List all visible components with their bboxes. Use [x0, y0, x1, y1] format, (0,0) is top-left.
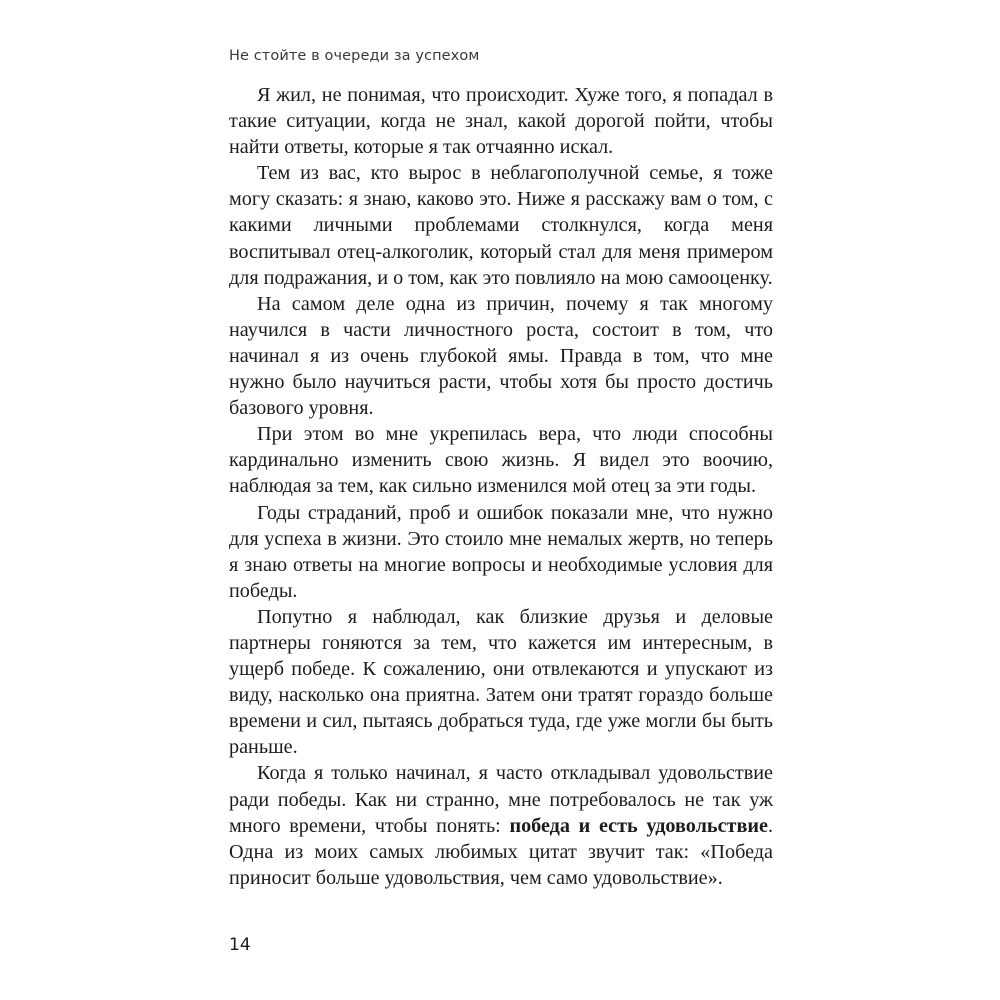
- paragraph-1: Я жил, не понимая, что происходит. Хуже того, я попадал в такие ситуации, когда не знал, какой дорогой пойти, чтобы найти ответы, которые я так отчаянно искал.: [229, 84, 773, 159]
- emphasis-bold: победа и есть удовольствие: [509, 814, 768, 837]
- paragraph-4: При этом во мне укрепилась вера, что люди способны кардинально изменить свою жизнь. Я видел это воочию, наблюдая за тем, как сильно изменился мой отец за эти годы.: [229, 423, 773, 498]
- paragraph-6: Попутно я наблюдал, как близкие друзья и деловые партнеры гоняются за тем, что кажется им интересным, в ущерб победе. К сожалению, они отвлекаются и упускают из виду, насколько она приятна. Затем они тратят гораздо больше времени и сил, пытаясь добраться туда, где уже могли бы быть раньше.: [229, 605, 773, 759]
- paragraph-7: [229, 760, 773, 890]
- paragraph-5: Годы страданий, проб и ошибок показали мне, что нужно для успеха в жизни. Это стоило мне немалых жертв, но теперь я знаю ответы на многие вопросы и необходимые условия для победы.: [229, 501, 773, 602]
- paragraph-7-text-after: . Одна из моих самых любимых цитат звучит так: «Победа приносит больше удовольствия, чем само удовольствие».: [229, 814, 774, 889]
- paragraph-7-text-before: Когда я только начинал, я часто откладывал удовольствие ради победы. Как ни странно, мне потребовалось не так уж много времени, чтобы понять:: [229, 762, 773, 837]
- running-title: Не стойте в очереди за успехом: [229, 48, 480, 64]
- paragraph-3: На самом деле одна из причин, почему я так многому научился в части личностного роста, состоит в том, что начинал я из очень глубокой ямы. Правда в том, что мне нужно было научиться расти, чтобы хотя бы просто достичь базового уровня.: [229, 292, 773, 420]
- body-text: [229, 82, 773, 891]
- page-number: 14: [229, 935, 251, 955]
- paragraph-2: Тем из вас, кто вырос в неблагополучной семье, я тоже могу сказать: я знаю, каково это. Ниже я расскажу вам о том, с какими личными проблемами столкнулся, когда меня воспитывал отец-алкоголик, который стал для меня примером для подражания, и о том, как это повлияло на мою самооценку.: [229, 162, 773, 289]
